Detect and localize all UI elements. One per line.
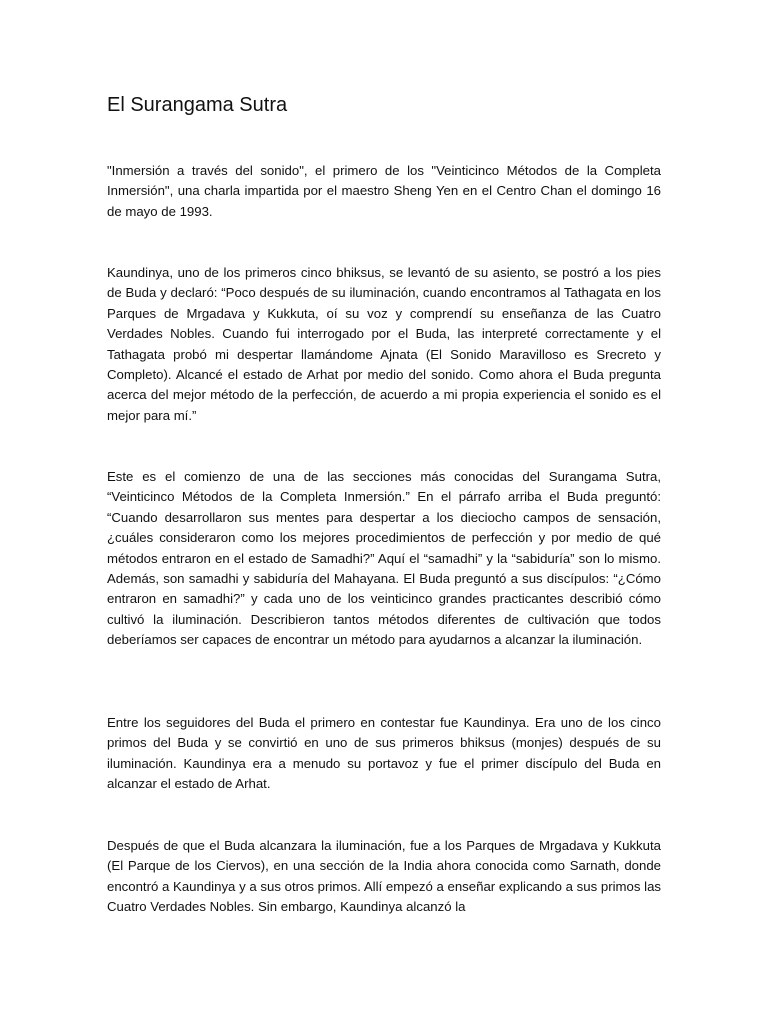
paragraph-intro: "Inmersión a través del sonido", el primero de los "Veinticinco Métodos de la Completa Inmersión", una charla impartida por el maestro Sheng Yen en el Centro Chan el domingo 16 de mayo de 1993. <box>107 163 661 219</box>
paragraph-deer-park: Después de que el Buda alcanzara la iluminación, fue a los Parques de Mrgadava y Kukkuta (El Parque de los Ciervos), en una sección de la India ahora conocida como Sarnath, donde encontró a Kaundinya y a sus otros primos. Allí empezó a enseñar explicando a sus primos las Cuatro Verdades Nobles. Sin embargo, Kaundinya alcanzó la <box>107 838 661 915</box>
document-title: El Surangama Sutra <box>107 94 288 116</box>
paragraph-surangama-methods: Este es el comienzo de una de las secciones más conocidas del Surangama Sutra, “Veinticinco Métodos de la Completa Inmersión.” En el párrafo arriba el Buda preguntó: “Cuando desarrollaron sus mentes para despertar a los dieciocho campos de sensación, ¿cuáles consideraron como los mejores procedimientos de perfección y por medio de qué métodos entraron en el estado de Samadhi?” Aquí el “samadhi” y la “sabiduría” son lo mismo. Además, son samadhi y sabiduría del Mahayana. El Buda preguntó a sus discípulos: “¿Cómo entraron en samadhi?” y cada uno de los veinticinco grandes practicantes describió cómo cultivó la iluminación. Describieron tantos métodos diferentes de cultivación que todos deberíamos ser capaces de encontrar un método para ayudarnos a alcanzar la iluminación. <box>107 469 661 648</box>
paragraph-kaundinya-quote: Kaundinya, uno de los primeros cinco bhiksus, se levantó de su asiento, se postró a los pies de Buda y declaró: “Poco después de su iluminación, cuando encontramos al Tathagata en los Parques de Mrgadava y Kukkuta, oí su voz y comprendí su enseñanza de las Cuatro Verdades Nobles. Cuando fui interrogado por el Buda, las interpreté correctamente y el Tathagata probó mi despertar llamándome Ajnata (El Sonido Maravilloso es Srecreto y Completo). Alcancé el estado de Arhat por medio del sonido. Como ahora el Buda pregunta acerca del mejor método de la perfección, de acuerdo a mi propia experiencia el sonido es el mejor para mí.” <box>107 265 661 423</box>
paragraph-first-disciple: Entre los seguidores del Buda el primero en contestar fue Kaundinya. Era uno de los cinco primos del Buda y se convirtió en uno de sus primeros bhiksus (monjes) después de su iluminación. Kaundinya era a menudo su portavoz y fue el primer discípulo del Buda en alcanzar el estado de Arhat. <box>107 715 661 792</box>
